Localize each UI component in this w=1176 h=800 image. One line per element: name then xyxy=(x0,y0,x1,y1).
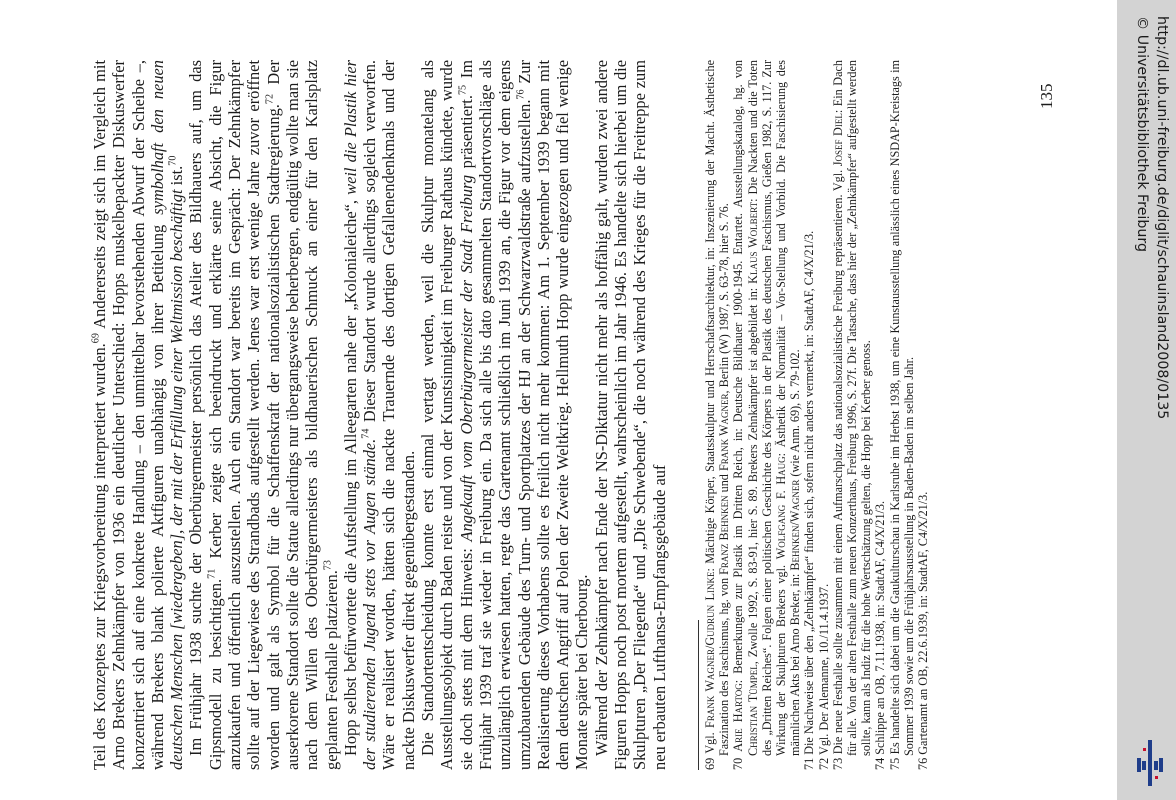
text-run: Andererseits zeigt sich im Vergleich mit Arno Brekers Zehnkämpfer von 1936 ein deutlicher Unterschied: Hopps muskelbepackter Diskuswerfer konzentriert sich auf eine konkrete Handlung – den unmittelbar bevorstehenden Abwurf der Scheibe –, während Brekers blank polierte Aktfiguren unabhängig von ihrer Betitelung xyxy=(90,60,167,770)
footnote-reference[interactable]: 71 xyxy=(206,568,218,579)
footnote xyxy=(873,60,887,770)
footnote xyxy=(817,60,831,770)
ub-freiburg-logo-icon xyxy=(1134,740,1166,786)
text-run: Während der Zehnkämpfer nach Ende der NS-Diktatur nicht mehr als hoffähig galt, wurden zwei andere Figuren Hopps noch post mortem aufgestellt, wahrscheinlich im Jahr 1946. Es handelte sich hierbei um die Skulpturen „Der Fliegende“ und „Die Schwebende“, die noch während des Krieges für die Freitreppe zum neu erbauten Lufthansa-Empfangsgebäude auf xyxy=(591,60,669,770)
footnote xyxy=(802,60,816,770)
text-run: 69 xyxy=(703,753,717,770)
footnote xyxy=(703,60,731,770)
footnote-reference[interactable]: 70 xyxy=(167,155,179,166)
text-run: 70 xyxy=(731,751,746,770)
paragraph xyxy=(592,60,669,770)
text-run: Zur Realisierung dieses Vorhabens sollte es freilich nicht mehr kommen: Am 1. September 1939 begann mit dem deutschen Angriff auf Polen der Zweite Weltkrieg. Hellmuth Hopp wurde eingezogen und fiel wenige Monate später bei Cherbourg. xyxy=(514,59,592,770)
text-run: 75 Es handelte sich dabei um die Gaukulturschau in Karlsruhe im Herbst 1938, um eine Kunstausstellung anlässlich eines NSDAP-Kreistags im Sommer 1939 sowie um die Frühjahrsausstellung in Baden-Baden im selben Jahr. xyxy=(887,60,916,770)
text-run: Dieser Standort wurde allerdings sogleich verworfen. Wäre er realisiert worden, hätten sich die nackte Trauernde des dortigen Gefallenendenkmals und der nackte Diskuswerfer direkt gegenübergestanden. xyxy=(360,60,418,770)
text-run: (wie Anm. 69), S. 79-102. xyxy=(788,349,803,480)
text-run: Im Frühjahr 1939 traf sie wieder in Freiburg ein. Da sich alle bis dato gesammelten Standortvorschläge als unzulänglich erwiesen hatten, regte das Gartenamt schließlich im Juni 1939 an, die Figur vor dem eigens umzubauenden Gebäude des Turn- und Sportplatzes der HJ an der Schwarzwaldstraße aufzustellen. xyxy=(456,60,534,770)
text-run: Vgl. xyxy=(703,727,717,754)
text-run: symbolhaft den neuen deutschen Menschen [wiedergeben], der mit der Erfüllung einer Weltmission beschäftigt xyxy=(147,60,187,770)
footnote-separator xyxy=(698,620,699,770)
text-run: Der auserkorene Standort sollte die Statue allerdings nur übergangsweise beherbergen, endgültig wollte man sie nach dem Willen des Oberbürgermeisters als bildhauerischen Schmuck an einer für den Karlsplatz geplanten Festhalle platzieren. xyxy=(263,59,341,770)
text-run: 71 Die Nachweise über den „Zehnkämpfer“ finden sich, sofern nicht anders vermerkt, in: StadtAF, C4/X/21/3. xyxy=(802,230,817,770)
text-run: Frank Wagner/Gudrun Linke xyxy=(703,571,717,728)
library-sidebar-text xyxy=(1117,0,1176,800)
paragraph xyxy=(341,60,418,770)
footnote-reference[interactable]: 74 xyxy=(360,428,372,439)
body-text xyxy=(90,60,669,770)
text-run: Klaus Wolbert xyxy=(745,201,760,284)
text-run: : Ästhetik der Normalität – Vor-Stellung und Vorbild. Die Faschisierung des männlichen Akts bei Arno Breker, in: xyxy=(774,59,803,756)
text-run: 72 Vgl. Der Alemanne, 10./11.4.1937. xyxy=(816,583,831,770)
text-run: und xyxy=(717,471,732,496)
text-run: Hopp selbst befürwortete die Aufstellung im Alleegarten nahe der „Kolonialeiche“, xyxy=(340,194,360,756)
text-run: ist. xyxy=(167,165,187,190)
text-run: Arie Hartog xyxy=(731,683,746,752)
text-run: Wolfgang F. Haug xyxy=(774,456,789,560)
text-run: : Ein Dach für alle. Von der alten Festhalle zum neuen Konzerthaus, Freiburg 1996, S. 27f. Die Tatsache, dass hier der „Zehnkämpfer“ aufgestellt werden sollte, kann als Indiz für die hohe Wertschätzung gelten, die Hopp bei Kerber genoss. xyxy=(830,59,874,756)
text-run: präsentiert. xyxy=(456,95,476,175)
text-run: Angekauft vom Oberbürgermeister der Stadt Freiburg xyxy=(456,174,476,542)
paragraph xyxy=(186,60,340,770)
page-number: 135 xyxy=(1037,83,1056,109)
text-run: Kerber zeigte sich beeindruckt und erklärte seine Absicht, die Figur anzukaufen und öffentlich auszustellen. Auch ein Standort war bereits im Gespräch: Der Zehnkämpfer sollte auf der Liegewiese des Strandbads aufgestellt werden. Jenes war erst wenige Jahre zuvor eröffnet worden und galt als Symbol für die Schaffenskraft der nationalsozialistischen Stadtregierung. xyxy=(205,60,283,770)
text-run: Josef Diel xyxy=(830,113,845,167)
text-run: 73 Die neue Festhalle sollte zusammen mit einem Aufmarschplatz das nationalsozialistische Freiburg repräsentieren. Vgl. xyxy=(830,166,845,770)
text-run: Christian Tümpel xyxy=(745,664,760,756)
text-run: weil die Plastik hier der studierenden Jugend stets vor Augen stände. xyxy=(340,60,380,770)
footnote xyxy=(731,60,802,770)
text-run: 74 Schlippe an OB, 7.11.1938, in: StadtAF, C4/X/21/3. xyxy=(873,500,888,770)
footnote-reference[interactable]: 69 xyxy=(90,333,102,344)
text-run: Teil des Konzeptes zur Kriegsvorbereitung interpretiert wurden. xyxy=(90,343,109,770)
text-run: Die Standortentscheidung konnte erst einmal vertagt werden, weil die Skulptur monatelang als Ausstellungsobjekt durch Baden reiste und von der Kunstsinnigkeit im Freiburger Rathaus kündete, wurde sie doch stets mit dem Hinweis: xyxy=(418,60,476,770)
text-run: Frank Wagner xyxy=(717,393,732,472)
text-run: : Die Nackten und die Toten des „Dritten Reiches“. Folgen einer politischen Geschichte des Körpers in der Plastik des deutschen Faschismus, Gießen 1982, S. 117. Zur Wirkung der Skulpturen Brekers vgl. xyxy=(745,60,789,756)
footnote xyxy=(831,60,874,770)
footnote-reference[interactable]: 75 xyxy=(457,84,469,96)
copyright-notice: © Universitätsbibliothek Freiburg xyxy=(1134,16,1150,252)
footnote-reference[interactable]: 76 xyxy=(515,89,527,100)
text-run: Franz Behnken xyxy=(717,495,732,575)
paragraph xyxy=(90,60,186,770)
footnotes xyxy=(703,60,930,770)
footnote-reference[interactable]: 73 xyxy=(322,560,334,571)
text-run: : Mächtige Körper, Staatsskulptur und Herrschaftsarchitektur, in: Inszenierung der Macht. Ästhetische Faszination des Faschismus, hg. von xyxy=(703,60,732,756)
permalink-url[interactable]: http://dl.ub.uni-freiburg.de/diglit/schauinsland2008/0135 xyxy=(1154,16,1170,420)
text-run: , Berlin (W) 1987, S. 63-78, hier S. 76. xyxy=(717,203,732,394)
footnote-reference[interactable]: 72 xyxy=(264,93,276,105)
paragraph xyxy=(418,60,592,770)
text-run: : Bemerkungen zur Plastik im Dritten Reich, in: Deutsche Bildhauer 1900-1945. Entartet. Ausstellungskatalog, hg. von xyxy=(731,59,746,684)
footnote xyxy=(888,60,916,770)
text-run: Im Frühjahr 1938 suchte der Oberbürgermeister persönlich das Atelier des Bildhauers auf, um das Gipsmodell zu besichtigen. xyxy=(186,60,225,770)
text-run: 76 Gartenamt an OB, 22.6.1939, in: StadtAF, C4/X/21/3. xyxy=(916,491,931,770)
text-run: , Zwolle 1992, S. 83-91, hier S. 89. Brekers Zehnkämpfer ist abgebildet in: xyxy=(745,283,760,665)
text-run: Behnken/Wagner xyxy=(788,479,803,571)
footnote xyxy=(916,60,930,770)
